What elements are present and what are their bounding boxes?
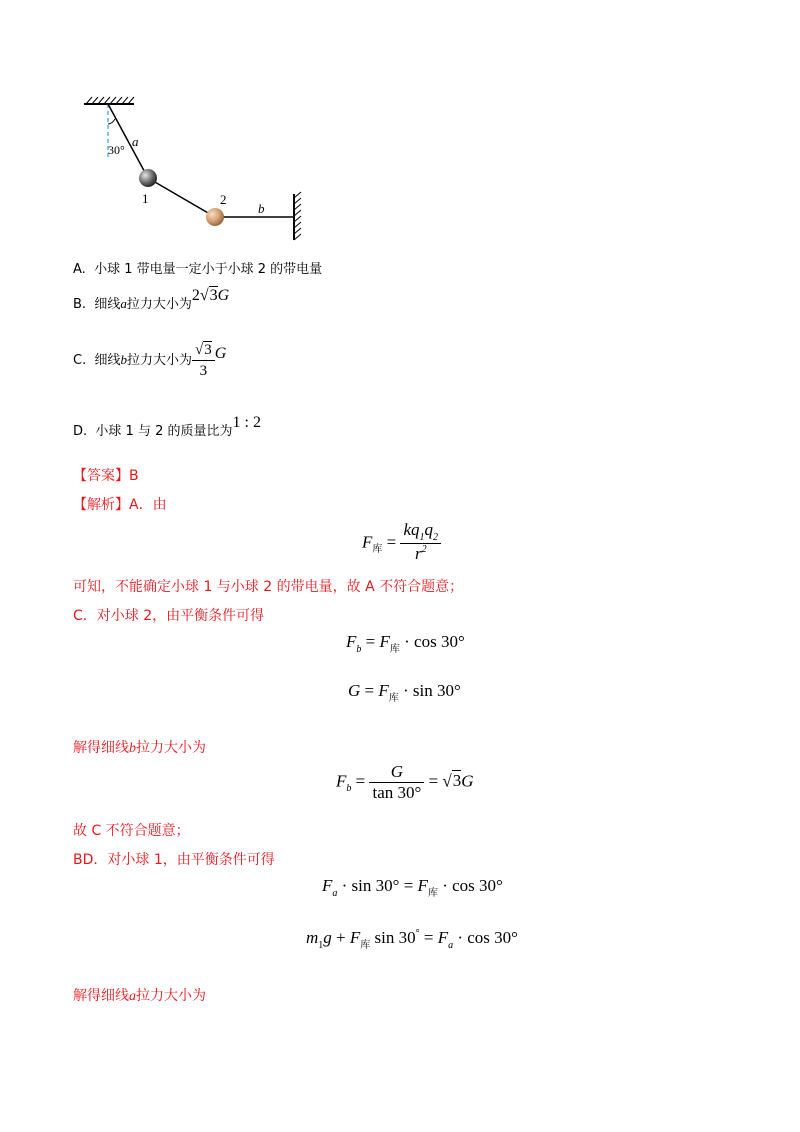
ball-2-label: 2 — [220, 192, 227, 207]
angle-arc — [108, 119, 115, 124]
option-d-math: 1 : 2 — [232, 414, 261, 431]
option-c-fraction: $\frac{√3}{3}$ — [192, 340, 215, 381]
option-a-letter: A. — [73, 262, 86, 277]
string-between-balls — [148, 178, 215, 217]
analysis-intro — [73, 494, 167, 514]
answer-value: B — [129, 468, 139, 484]
option-c — [73, 340, 226, 381]
analysis-line-c-end: 故 C 不符合题意； — [73, 823, 190, 839]
equation-fa-sin: $F_a \cdot \sin 30^\circ = F_库 \cdot \cos 30^\circ$ — [322, 876, 503, 899]
analysis-line-a: 可知，不能确定小球 1 与小球 2 的带电量，故 A 不符合题意； — [73, 579, 464, 595]
analysis-line-b: 解得细线b拉力大小为 — [73, 740, 206, 756]
string-a-label: a — [132, 134, 139, 149]
option-a — [73, 258, 322, 277]
equation-mg: $m_1g + F_库$ $\sin 30^\circ = F_a \cdot \cos 30^\circ$ — [306, 928, 518, 951]
analysis-intro-text: A．由 — [129, 497, 167, 513]
physics-diagram — [70, 90, 320, 250]
ceiling-support — [84, 97, 134, 104]
option-b-prefix: 细线 — [94, 297, 121, 312]
option-c-math-var: G — [214, 345, 227, 362]
analysis-line-a-result: 解得细线a拉力大小为 — [73, 988, 206, 1004]
ball-1 — [139, 169, 157, 187]
option-b-math: 2√3G — [191, 287, 230, 304]
equation-fb-cos: $F_b = F_库 \cdot \cos 30^\circ$ — [346, 632, 465, 655]
option-a-text: 小球 1 带电量一定小于小球 2 的带电量 — [94, 262, 323, 277]
option-d-text: 小球 1 与 2 的质量比为 — [95, 424, 233, 439]
answer-line — [73, 465, 139, 485]
equation-g-sin: $G = F_库 \cdot \sin 30^\circ$ — [348, 681, 461, 704]
option-c-suffix: 拉力大小为 — [127, 353, 193, 368]
option-d — [73, 414, 261, 440]
option-d-letter: D. — [73, 424, 88, 439]
option-b-letter: B. — [73, 297, 87, 312]
option-c-prefix: 细线 — [94, 353, 121, 368]
option-b — [73, 287, 230, 313]
analysis-label: 【解析】 — [73, 497, 129, 513]
answer-label: 【答案】 — [73, 468, 129, 484]
ball-1-label: 1 — [142, 191, 149, 206]
wall-support — [294, 192, 301, 240]
string-b-label: b — [258, 201, 265, 216]
equation-fb-result: $F_b$ = $\frac{G}{\tan 30^\circ}$ = √3G — [336, 762, 474, 802]
equation-coulomb: $F_库$ = $\frac{kq_1q_2}{r^2}$ — [362, 520, 441, 567]
ball-2 — [206, 208, 224, 226]
option-c-var: b — [120, 352, 127, 367]
option-b-var: a — [120, 296, 127, 311]
analysis-line-bd: BD．对小球 1，由平衡条件可得 — [73, 852, 275, 868]
option-c-letter: C. — [73, 353, 87, 368]
angle-label: 30° — [108, 143, 125, 157]
string-a — [108, 104, 148, 178]
analysis-line-c: C．对小球 2，由平衡条件可得 — [73, 608, 265, 624]
option-b-suffix: 拉力大小为 — [126, 297, 192, 312]
